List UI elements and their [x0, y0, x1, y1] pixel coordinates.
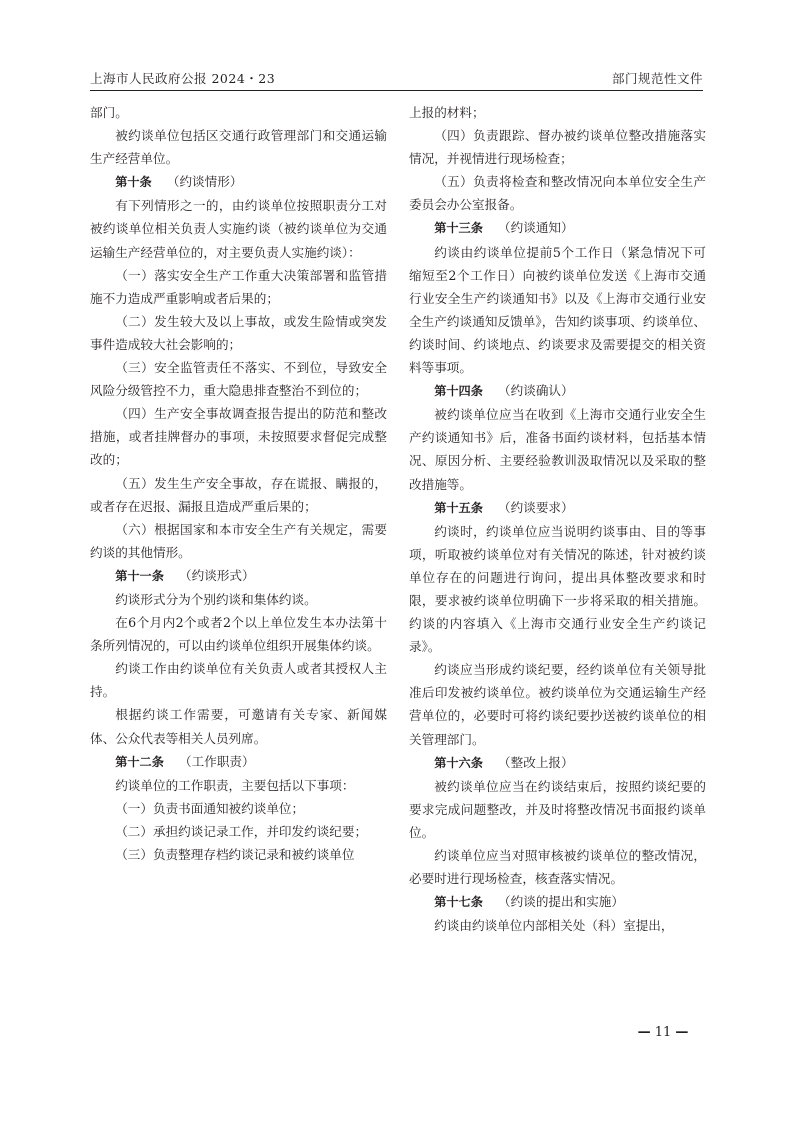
article-heading — [409, 496, 706, 520]
article-title: （约谈通知） — [498, 220, 574, 236]
article-heading — [90, 170, 387, 194]
article-heading — [409, 751, 706, 775]
paragraph: （一）负责书面通知被约谈单位； — [115, 800, 305, 816]
article-number: 第十三条 — [434, 221, 483, 236]
paragraph: （二）发生较大及以上事故，或发生险情或突发事件造成较大社会影响的； — [90, 313, 387, 352]
paragraph: 约谈单位应当对照审核被约谈单位的整改情况，必要时进行现场检查，核查落实情况。 — [409, 848, 706, 887]
page-number-value: 11 — [654, 1025, 672, 1040]
article-title: （约谈要求） — [498, 499, 574, 515]
paragraph: 部门。 — [90, 105, 128, 120]
article-title: （约谈确认） — [498, 383, 574, 399]
article-number: 第十五条 — [434, 500, 483, 515]
article-number: 第十六条 — [434, 755, 483, 770]
header-rule — [90, 90, 703, 91]
article-heading — [90, 564, 387, 588]
paragraph: （四）生产安全事故调查报告提出的防范和整改措施，或者挂牌督办的事项，未按照要求督促完成整改的； — [90, 406, 387, 468]
article-number: 第十二条 — [115, 754, 164, 769]
paragraph: 约谈由约谈单位提前5个工作日（紧急情况下可缩短至2个工作日）向被约谈单位发送《上海市交通行业安全生产约谈通知书》以及《上海市交通行业安全生产约谈通知反馈单》，告知约谈事项、约谈单位、约谈时间、约谈地点、约谈要求及需要提交的相关资料等事项。 — [409, 244, 706, 376]
paragraph: 有下列情形之一的，由约谈单位按照职责分工对被约谈单位相关负责人实施约谈（被约谈单位为交通运输生产经营单位的，对主要负责人实施约谈）： — [90, 198, 387, 260]
paragraph: 被约谈单位包括区交通行政管理部门和交通运输生产经营单位。 — [90, 128, 387, 167]
article-heading — [409, 379, 706, 403]
page-number-dash-left: — — [637, 1025, 651, 1040]
left-column — [90, 101, 387, 866]
paragraph: （四）负责跟踪、督办被约谈单位整改措施落实情况，并视情进行现场检查； — [409, 128, 706, 167]
paragraph: （五）发生生产安全事故，存在谎报、瞒报的，或者存在迟报、漏报且造成严重后果的； — [90, 475, 387, 514]
paragraph: 约谈时，约谈单位应当说明约谈事由、目的等事项，听取被约谈单位对有关情况的陈述，针对被约谈单位存在的问题进行询问，提出具体整改要求和时限，要求被约谈单位明确下一步将采取的相关措施。约谈的内容填入《上海市交通行业安全生产约谈记录》。 — [409, 523, 706, 655]
section-label: 部门规范性文件 — [611, 71, 703, 86]
paragraph: 约谈应当形成约谈纪要，经约谈单位有关领导批准后印发被约谈单位。被约谈单位为交通运输生产经营单位的，必要时可将约谈纪要抄送被约谈单位的相关管理部门。 — [409, 662, 706, 747]
right-column — [409, 101, 706, 937]
paragraph: （三）负责整理存档约谈记录和被约谈单位 — [115, 847, 355, 862]
article-number: 第十一条 — [115, 568, 164, 583]
article-title: （约谈情形） — [166, 174, 243, 190]
article-number: 第十条 — [115, 175, 152, 190]
paragraph: 根据约谈工作需要，可邀请有关专家、新闻媒体、公众代表等相关人员列席。 — [90, 707, 387, 746]
article-title: （工作职责） — [179, 753, 255, 769]
page-number — [618, 1025, 708, 1040]
article-heading — [409, 890, 706, 914]
paragraph: （一）落实安全生产工作重大决策部署和监管措施不力造成严重影响或者后果的； — [90, 267, 387, 306]
publication-title: 上海市人民政府公报 2024・23 — [90, 71, 276, 86]
paragraph: （二）承担约谈记录工作，并印发约谈纪要； — [115, 823, 368, 839]
running-header — [90, 65, 703, 91]
paragraph: 约谈工作由约谈单位有关负责人或者其授权人主持。 — [90, 661, 387, 700]
paragraph: 约谈单位的工作职责，主要包括以下事项： — [115, 777, 355, 793]
article-number: 第十四条 — [434, 384, 483, 399]
article-number: 第十七条 — [434, 895, 483, 910]
page-number-dash-right: — — [675, 1025, 689, 1040]
paragraph: 被约谈单位应当在收到《上海市交通行业安全生产约谈通知书》后，准备书面约谈材料，包括基本情况、原因分析、主要经验教训汲取情况以及采取的整改措施等。 — [409, 407, 706, 492]
article-title: （约谈形式） — [179, 567, 255, 583]
article-heading — [90, 750, 387, 774]
article-title: （整改上报） — [498, 754, 574, 770]
paragraph: 在6个月内2个或者2个以上单位发生本办法第十条所列情况的，可以由约谈单位组织开展集体约谈。 — [90, 615, 387, 654]
paragraph: 被约谈单位应当在约谈结束后，按照约谈纪要的要求完成问题整改，并及时将整改情况书面报约谈单位。 — [409, 778, 706, 840]
paragraph: （六）根据国家和本市安全生产有关规定，需要约谈的其他情形。 — [90, 521, 387, 560]
paragraph: 上报的材料； — [409, 105, 485, 120]
paragraph: 约谈形式分为个别约谈和集体约谈。 — [115, 591, 317, 607]
article-heading — [409, 216, 706, 240]
paragraph: 约谈由约谈单位内部相关处（科）室提出， — [434, 918, 674, 934]
paragraph: （五）负责将检查和整改情况向本单位安全生产委员会办公室报备。 — [409, 174, 706, 213]
article-title: （约谈的提出和实施） — [498, 894, 624, 910]
paragraph: （三）安全监管责任不落实、不到位，导致安全风险分级管控不力，重大隐患排查整治不到位的； — [90, 360, 387, 399]
